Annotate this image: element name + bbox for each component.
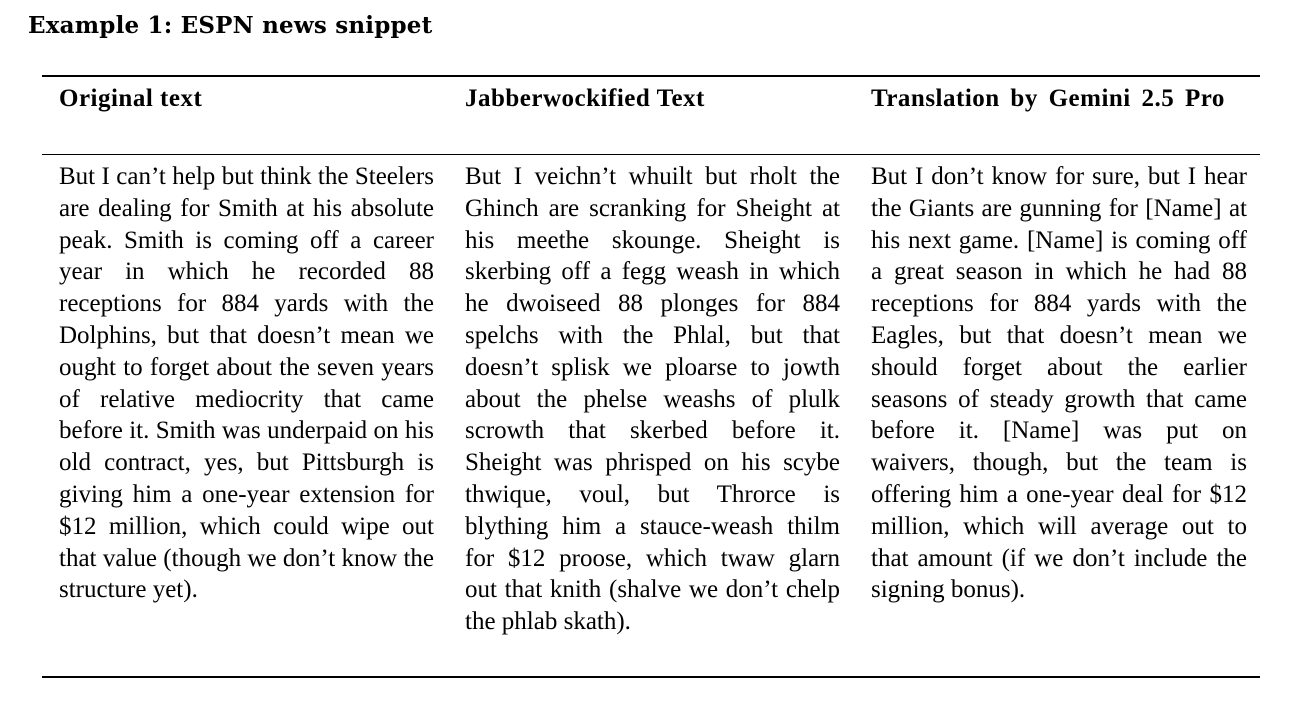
cell-original-text: But I can’t help but think the Steelers are dealing for Smith at his absolute peak. Smith is coming off a career year in which he recorded 88 receptions for 884 yards with the Dolphins, but that doesn’t mean we ought to forget about the seven years of relative mediocrity that came before it. Smith was underpaid on his old contract, yes, but Pittsburgh is giving him a one-year extension for $12 million, which could wipe out that value (though we don’t know the structure yet). — [59, 163, 434, 604]
header-jabberwockified-text: Jabberwockified Text — [465, 85, 705, 112]
cell-gemini-translation: But I don’t know for sure, but I hear the Giants are gunning for [Name] at his next game. [Name] is coming off a great season in which he had 88 receptions for 884 yards with the Eagles, but that doesn’t mean we should forget about the earlier seasons of steady growth that came before it. [Name] was put on waivers, though, but the team is offering him a one-year deal for $12 million, which will average out to that amount (if we don’t include the signing bonus). — [871, 163, 1247, 604]
table-header-rule — [42, 154, 1260, 155]
header-gemini-translation: Translation by Gemini 2.5 Pro — [871, 85, 1225, 112]
table-bottom-rule — [42, 676, 1260, 678]
comparison-table — [42, 75, 1260, 679]
cell-jabberwockified-text: But I veichn’t whuilt but rholt the Ghinch are scranking for Sheight at his meethe skounge. Sheight is skerbing off a fegg weash in which he dwoiseed 88 plonges for 884 spelchs with the Phlal, but that doesn’t splisk we ploarse to jowth about the phelse weashs of plulk scrowth that skerbed before it. Sheight was phrisped on his scybe thwique, voul, but Throrce is blything him a stauce-weash thilm for $12 proose, which twaw glarn out that knith (shalve we don’t chelp the phlab skath). — [465, 163, 840, 636]
header-original-text: Original text — [59, 85, 203, 112]
table-top-rule — [42, 75, 1260, 77]
example-caption: Example 1: ESPN news snippet — [28, 12, 433, 39]
